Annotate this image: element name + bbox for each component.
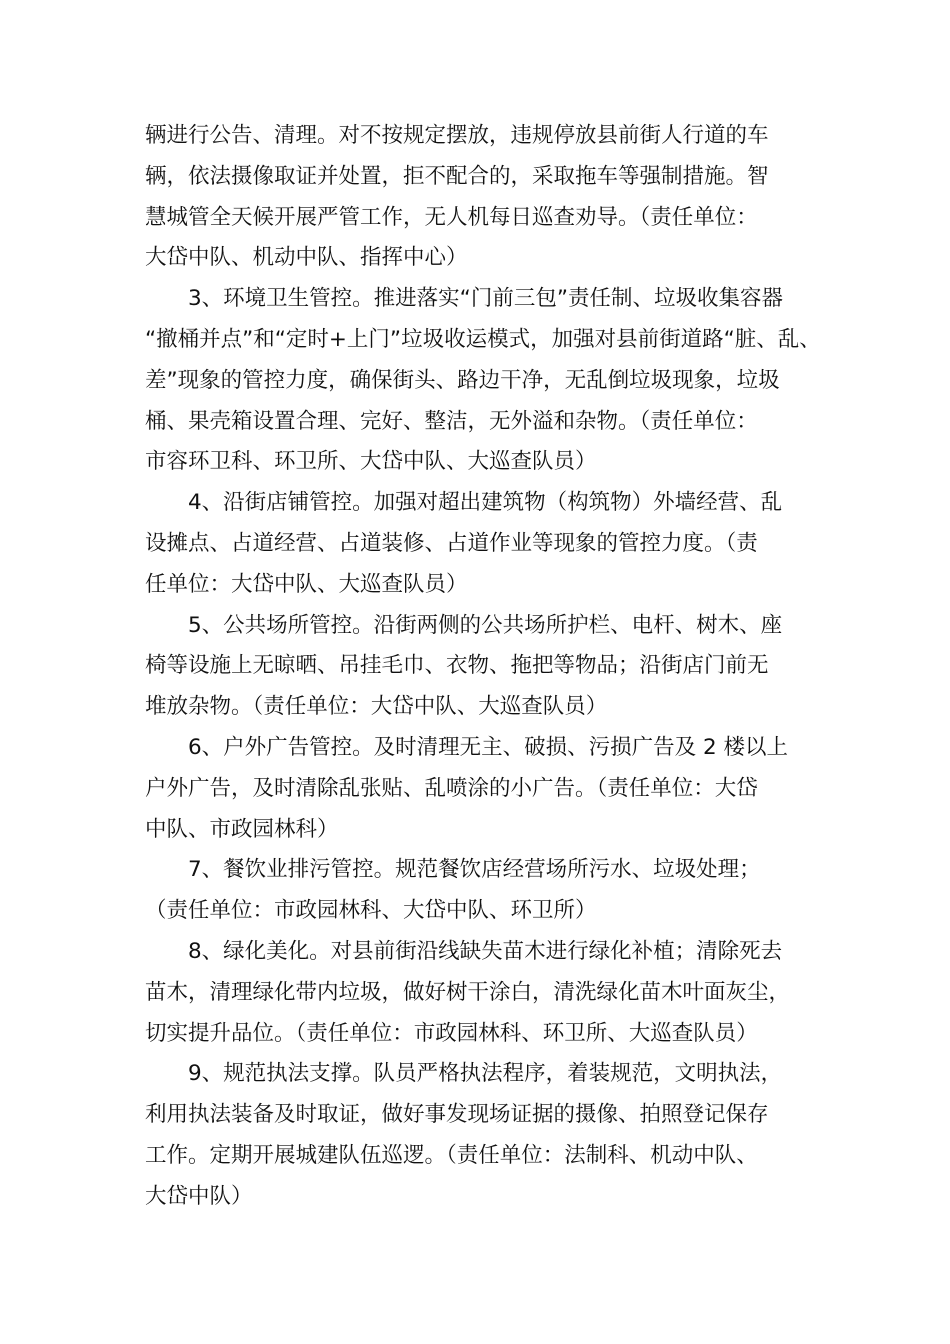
text-line: 大岱中队）	[145, 1183, 253, 1209]
text-line: 大岱中队、机动中队、指挥中心）	[145, 245, 468, 271]
text-line: 户外广告，及时清除乱张贴、乱喷涂的小广告。（责任单位：大岱	[145, 775, 758, 801]
document-body	[145, 116, 835, 1218]
text-line: 苗木，清理绿化带内垃圾，做好树干涂白，清洗绿化苗木叶面灰尘，	[145, 979, 791, 1005]
text-line: 3、环境卫生管控。推进落实“门前三包”责任制、垃圾收集容器	[145, 286, 783, 312]
text-line: 7、餐饮业排污管控。规范餐饮店经营场所污水、垃圾处理；	[145, 857, 761, 883]
text-line: 市容环卫科、环卫所、大岱中队、大巡查队员）	[145, 449, 597, 475]
text-line: 慧城管全天候开展严管工作，无人机每日巡查劝导。（责任单位：	[145, 204, 758, 230]
text-line: 中队、市政园林科）	[145, 816, 339, 842]
text-line: 工作。定期开展城建队伍巡逻。（责任单位：法制科、机动中队、	[145, 1142, 758, 1168]
text-line: 切实提升品位。（责任单位：市政园林科、环卫所、大巡查队员）	[145, 1020, 758, 1046]
text-line: 6、户外广告管控。及时清理无主、破损、污损广告及 2 楼以上	[145, 734, 789, 760]
text-line: （责任单位：市政园林科、大岱中队、环卫所）	[145, 898, 597, 924]
text-line: 差”现象的管控力度，确保街头、路边干净，无乱倒垃圾现象，垃圾	[145, 367, 780, 393]
text-line: 辆进行公告、清理。对不按规定摆放，违规停放县前街人行道的车	[145, 123, 769, 148]
text-line: 9、规范执法支撑。队员严格执法程序，着装规范，文明执法，	[145, 1061, 783, 1087]
text-line: 设摊点、占道经营、占道装修、占道作业等现象的管控力度。（责	[145, 530, 758, 556]
text-line: 桶、果壳箱设置合理、完好、整洁，无外溢和杂物。（责任单位：	[145, 408, 758, 434]
text-line: 椅等设施上无晾晒、吊挂毛巾、衣物、拖把等物品；沿街店门前无	[145, 653, 769, 679]
text-line: 任单位：大岱中队、大巡查队员）	[145, 571, 468, 597]
text-line: “撤桶并点”和“定时+上门”垃圾收运模式，加强对县前街道路“脏、乱、	[145, 326, 821, 352]
text-line: 利用执法装备及时取证，做好事发现场证据的摄像、拍照登记保存	[145, 1102, 769, 1128]
text-line: 4、沿街店铺管控。加强对超出建筑物（构筑物）外墙经营、乱	[145, 490, 783, 516]
text-line: 8、绿化美化。对县前街沿线缺失苗木进行绿化补植；清除死去	[145, 938, 783, 964]
text-line: 辆，依法摄像取证并处置，拒不配合的，采取拖车等强制措施。智	[145, 163, 769, 189]
text-line: 5、公共场所管控。沿街两侧的公共场所护栏、电杆、树木、座	[145, 612, 783, 638]
text-line: 堆放杂物。（责任单位：大岱中队、大巡查队员）	[145, 694, 608, 720]
